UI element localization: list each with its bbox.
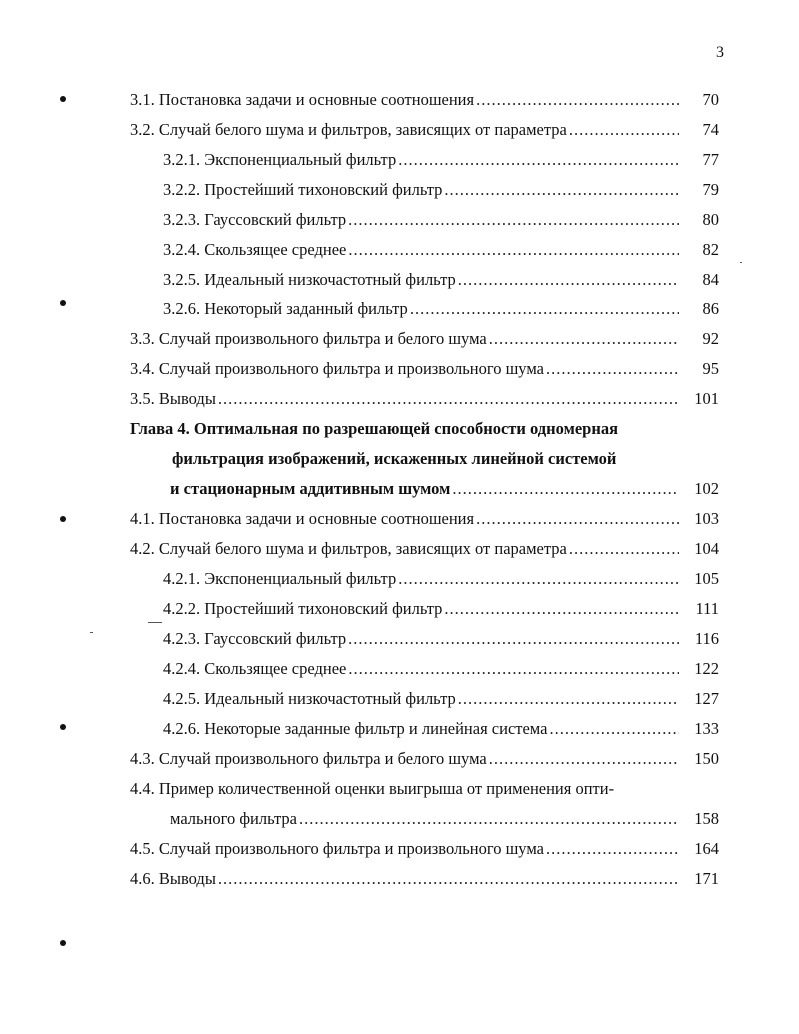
toc-subentry[interactable] bbox=[163, 265, 719, 295]
toc-entry-continuation[interactable] bbox=[170, 804, 719, 834]
toc-entry-page: 111 bbox=[695, 599, 719, 618]
toc-entry-page: 70 bbox=[702, 90, 719, 109]
chapter-heading-line: и стационарным аддитивным шумом bbox=[170, 479, 451, 498]
toc-entry-title: 4.5. Случай произвольного фильтра и произвольного шума bbox=[130, 839, 544, 858]
toc-subentry[interactable] bbox=[163, 145, 719, 175]
toc-entry-title[interactable]: 4.4. Пример количественной оценки выигрыша от применения опти- bbox=[130, 779, 615, 798]
toc-entry-page: 164 bbox=[694, 839, 719, 858]
toc-entry-title: 3.2. Случай белого шума и фильтров, зависящих от параметра bbox=[130, 120, 567, 139]
margin-bullet bbox=[60, 940, 66, 946]
toc-entry[interactable] bbox=[130, 354, 719, 384]
chapter-heading-line: Глава 4. Оптимальная по разрешающей способности одномерная bbox=[130, 419, 619, 438]
toc-subentry[interactable] bbox=[163, 594, 719, 624]
toc-entry[interactable] bbox=[130, 834, 719, 864]
toc-entry[interactable] bbox=[130, 864, 719, 894]
toc-entry-page: 82 bbox=[702, 240, 719, 259]
toc-entry-title: 3.2.1. Экспоненциальный фильтр bbox=[163, 150, 397, 169]
toc-entry-page: 95 bbox=[702, 359, 719, 378]
toc-entry-page: 92 bbox=[702, 329, 719, 348]
toc-entry-page: 77 bbox=[702, 150, 719, 169]
chapter-heading[interactable] bbox=[170, 474, 719, 504]
toc-entry-title: мального фильтра bbox=[170, 809, 298, 828]
toc-entry-title: 4.2.1. Экспоненциальный фильтр bbox=[163, 569, 397, 588]
toc-entry-title: 3.2.3. Гауссовский фильтр bbox=[163, 210, 347, 229]
margin-bullet bbox=[60, 96, 66, 102]
toc-entry-title: 4.2.4. Скользящее среднее bbox=[163, 659, 347, 678]
toc-entry-page: 127 bbox=[694, 689, 719, 708]
toc-subentry[interactable] bbox=[163, 235, 719, 265]
chapter-heading-line: фильтрация изображений, искаженных линейной системой bbox=[172, 449, 617, 468]
toc-entry-page: 79 bbox=[702, 180, 719, 199]
toc-entry[interactable] bbox=[130, 504, 719, 534]
toc-entry-title: 4.2.2. Простейший тихоновский фильтр bbox=[163, 599, 443, 618]
toc-entry-title: 3.2.2. Простейший тихоновский фильтр bbox=[163, 180, 443, 199]
toc-subentry[interactable] bbox=[163, 624, 719, 654]
margin-bullet bbox=[60, 724, 66, 730]
margin-bullet bbox=[60, 300, 66, 306]
toc-entry-page: 158 bbox=[694, 809, 719, 828]
toc-entry-title: 4.2.5. Идеальный низкочастотный фильтр bbox=[163, 689, 456, 708]
toc-entry-title: 3.4. Случай произвольного фильтра и произвольного шума bbox=[130, 359, 544, 378]
toc-subentry[interactable] bbox=[163, 294, 719, 324]
margin-bullet bbox=[60, 516, 66, 522]
toc-entry-title: 3.2.5. Идеальный низкочастотный фильтр bbox=[163, 270, 456, 289]
toc-entry-page: 86 bbox=[702, 299, 719, 318]
toc-subentry[interactable] bbox=[163, 684, 719, 714]
toc-entry-title: 3.1. Постановка задачи и основные соотношения bbox=[130, 90, 475, 109]
toc-entry-page: 74 bbox=[702, 120, 719, 139]
toc-entry[interactable] bbox=[130, 85, 719, 115]
toc-entry[interactable] bbox=[130, 534, 719, 564]
toc-entry[interactable] bbox=[130, 324, 719, 354]
toc-entry[interactable] bbox=[130, 744, 719, 774]
toc-entry-page: 133 bbox=[694, 719, 719, 738]
page-number: 3 bbox=[716, 44, 724, 61]
toc-entry-title: 3.2.6. Некоторый заданный фильтр bbox=[163, 299, 408, 318]
toc-entry-page: 102 bbox=[694, 479, 719, 498]
toc-subentry[interactable] bbox=[163, 714, 719, 744]
scan-speck bbox=[90, 632, 93, 633]
toc-entry-page: 105 bbox=[694, 569, 719, 588]
scan-speck bbox=[740, 262, 742, 263]
toc-entry-page: 116 bbox=[694, 629, 719, 648]
toc-entry[interactable] bbox=[130, 384, 719, 414]
toc-entry-page: 171 bbox=[694, 869, 719, 888]
toc-entry-title: 4.3. Случай произвольного фильтра и белого шума bbox=[130, 749, 487, 768]
toc-entry-page: 103 bbox=[694, 509, 719, 528]
toc-subentry[interactable] bbox=[163, 564, 719, 594]
toc-entry-page: 80 bbox=[702, 210, 719, 229]
toc-subentry[interactable] bbox=[163, 205, 719, 235]
toc-entry-page: 122 bbox=[694, 659, 719, 678]
toc-subentry[interactable] bbox=[163, 654, 719, 684]
toc-entry-title: 4.2. Случай белого шума и фильтров, зависящих от параметра bbox=[130, 539, 567, 558]
toc-entry-title: 4.6. Выводы bbox=[130, 869, 216, 888]
toc-entry[interactable] bbox=[130, 115, 719, 145]
toc-entry-title: 4.2.6. Некоторые заданные фильтр и линейная система bbox=[163, 719, 548, 738]
toc-entry-title: 3.3. Случай произвольного фильтра и белого шума bbox=[130, 329, 487, 348]
toc-entry-page: 150 bbox=[694, 749, 719, 768]
toc-entry-page: 101 bbox=[694, 389, 719, 408]
toc-entry-title: 3.5. Выводы bbox=[130, 389, 216, 408]
toc-entry-title: 4.2.3. Гауссовский фильтр bbox=[163, 629, 347, 648]
toc-subentry[interactable] bbox=[163, 175, 719, 205]
toc-entry-page: 84 bbox=[702, 270, 719, 289]
toc-entry-title: 3.2.4. Скользящее среднее bbox=[163, 240, 347, 259]
toc-entry-page: 104 bbox=[694, 539, 719, 558]
scan-speck bbox=[148, 622, 162, 623]
toc-entry-title: 4.1. Постановка задачи и основные соотношения bbox=[130, 509, 475, 528]
